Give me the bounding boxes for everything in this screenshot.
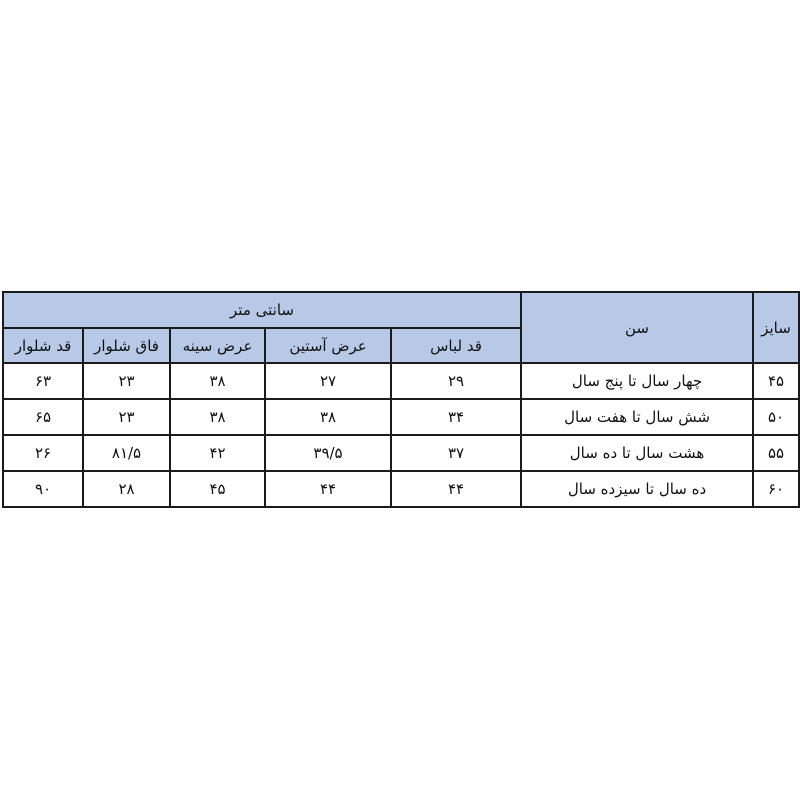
age-cell: چهار سال تا پنج سال bbox=[521, 363, 753, 399]
header-row-1 bbox=[3, 292, 799, 328]
column-header-pants-rise: فاق شلوار bbox=[83, 328, 170, 363]
pants-length-cell: ۶۵ bbox=[3, 399, 83, 435]
sleeve-width-cell: ۳۸ bbox=[265, 399, 391, 435]
chest-width-cell: ۳۸ bbox=[170, 399, 265, 435]
pants-length-cell: ۹۰ bbox=[3, 471, 83, 507]
column-header-sleeve-width: عرض آستین bbox=[265, 328, 391, 363]
unit-header: سانتی متر bbox=[3, 292, 521, 328]
age-header: سن bbox=[521, 292, 753, 363]
table-row bbox=[3, 363, 799, 399]
pants-rise-cell: ۲۳ bbox=[83, 399, 170, 435]
pants-length-cell: ۶۳ bbox=[3, 363, 83, 399]
pants-rise-cell: ۲۳ bbox=[83, 363, 170, 399]
pants-rise-cell: ۸۱/۵ bbox=[83, 435, 170, 471]
column-header-chest-width: عرض سینه bbox=[170, 328, 265, 363]
column-header-pants-length: قد شلوار bbox=[3, 328, 83, 363]
size-table bbox=[2, 291, 800, 508]
sleeve-width-cell: ۲۷ bbox=[265, 363, 391, 399]
chest-width-cell: ۳۸ bbox=[170, 363, 265, 399]
age-cell: ده سال تا سیزده سال bbox=[521, 471, 753, 507]
dress-length-cell: ۴۴ bbox=[391, 471, 521, 507]
dress-length-cell: ۳۷ bbox=[391, 435, 521, 471]
dress-length-cell: ۳۴ bbox=[391, 399, 521, 435]
size-cell: ۴۵ bbox=[753, 363, 799, 399]
column-header-dress-length: قد لباس bbox=[391, 328, 521, 363]
size-chart bbox=[2, 291, 798, 508]
chest-width-cell: ۴۵ bbox=[170, 471, 265, 507]
sleeve-width-cell: ۳۹/۵ bbox=[265, 435, 391, 471]
sleeve-width-cell: ۴۴ bbox=[265, 471, 391, 507]
size-cell: ۵۵ bbox=[753, 435, 799, 471]
size-header: سایز bbox=[753, 292, 799, 363]
table-row bbox=[3, 471, 799, 507]
pants-length-cell: ۲۶ bbox=[3, 435, 83, 471]
dress-length-cell: ۲۹ bbox=[391, 363, 521, 399]
age-cell: هشت سال تا ده سال bbox=[521, 435, 753, 471]
table-row bbox=[3, 399, 799, 435]
chest-width-cell: ۴۲ bbox=[170, 435, 265, 471]
pants-rise-cell: ۲۸ bbox=[83, 471, 170, 507]
size-cell: ۵۰ bbox=[753, 399, 799, 435]
table-row bbox=[3, 435, 799, 471]
age-cell: شش سال تا هفت سال bbox=[521, 399, 753, 435]
size-cell: ۶۰ bbox=[753, 471, 799, 507]
